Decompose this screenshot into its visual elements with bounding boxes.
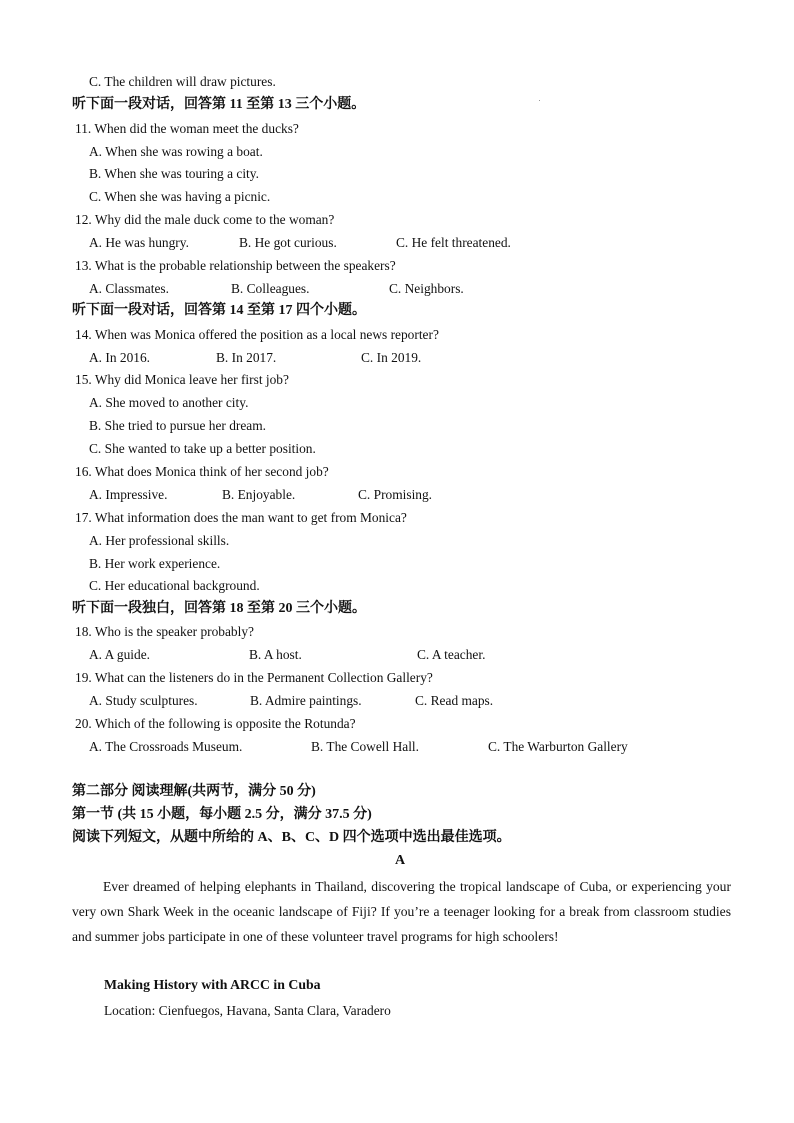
q14-option-a: A. In 2016. [89,350,150,365]
section-header-11-13: 听下面一段对话，回答第 11 至第 13 三个小题。 [72,97,366,112]
q13-option-a: A. Classmates. [89,281,169,296]
q16-option-b: B. Enjoyable. [222,487,296,502]
part2-heading: 第二部分 阅读理解(共两节，满分 50 分) [72,784,316,799]
q17-option-b: B. Her work experience. [89,556,221,571]
part2-section1-heading: 第一节 (共 15 小题，每小题 2.5 分，满分 37.5 分) [72,807,372,822]
question-19: 19. What can the listeners do in the Permanent Collection Gallery? [75,670,433,685]
q12-option-b: B. He got curious. [239,235,337,250]
q15-option-a: A. She moved to another city. [89,395,249,410]
q15-option-b: B. She tried to pursue her dream. [89,418,267,433]
program-title: Making History with ARCC in Cuba [104,977,321,992]
q14-option-b: B. In 2017. [216,350,277,365]
q13-option-c: C. Neighbors. [389,281,464,296]
q10-option-c: C. The children will draw pictures. [89,74,276,89]
q12-option-c: C. He felt threatened. [396,235,511,250]
question-11: 11. When did the woman meet the ducks? [75,121,299,136]
q18-option-a: A. A guide. [89,647,151,662]
q11-option-b: B. When she was touring a city. [89,166,259,181]
question-17: 17. What information does the man want to get from Monica? [75,510,407,525]
passage-paragraph: Ever dreamed of helping elephants in Thailand, discovering the tropical landscape of Cuba, or experiencing your very own Shark Week in the oceanic landscape of Fiji? If you’re a teenager looking for a break from classroom studies and summer jobs participate in one of these volunteer travel programs for high schoolers! [72,879,731,944]
program-location: Location: Cienfuegos, Havana, Santa Clara, Varadero [104,1003,391,1018]
q16-option-c: C. Promising. [358,487,433,502]
q15-option-c: C. She wanted to take up a better position. [89,441,316,456]
section-header-14-17: 听下面一段对话，回答第 14 至第 17 四个小题。 [72,303,366,318]
q19-option-b: B. Admire paintings. [250,693,362,708]
q19-option-a: A. Study sculptures. [89,693,198,708]
question-15: 15. Why did Monica leave her first job? [75,372,289,387]
q19-option-c: C. Read maps. [415,693,494,708]
scan-speck [539,100,540,101]
q11-option-c: C. When she was having a picnic. [89,189,271,204]
question-13: 13. What is the probable relationship between the speakers? [75,258,396,273]
q16-option-a: A. Impressive. [89,487,168,502]
question-14: 14. When was Monica offered the position as a local news reporter? [75,327,439,342]
q17-option-a: A. Her professional skills. [89,533,230,548]
q18-option-b: B. A host. [249,647,302,662]
question-20: 20. Which of the following is opposite the Rotunda? [75,716,356,731]
q11-option-a: A. When she was rowing a boat. [89,144,263,159]
section-header-18-20: 听下面一段独白，回答第 18 至第 20 三个小题。 [72,601,366,616]
question-18: 18. Who is the speaker probably? [75,624,254,639]
q20-option-b: B. The Cowell Hall. [311,739,419,754]
question-16: 16. What does Monica think of her second job? [75,464,329,479]
question-12: 12. Why did the male duck come to the woman? [75,212,335,227]
q13-option-b: B. Colleagues. [231,281,310,296]
q20-option-a: A. The Crossroads Museum. [89,739,243,754]
part2-instruction: 阅读下列短文，从题中所给的 A、B、C、D 四个选项中选出最佳选项。 [72,830,511,845]
q14-option-c: C. In 2019. [361,350,422,365]
q20-option-c: C. The Warburton Gallery [488,739,628,754]
passage-letter: A [395,853,406,868]
q18-option-c: C. A teacher. [417,647,486,662]
q17-option-c: C. Her educational background. [89,578,260,593]
q12-option-a: A. He was hungry. [89,235,189,250]
